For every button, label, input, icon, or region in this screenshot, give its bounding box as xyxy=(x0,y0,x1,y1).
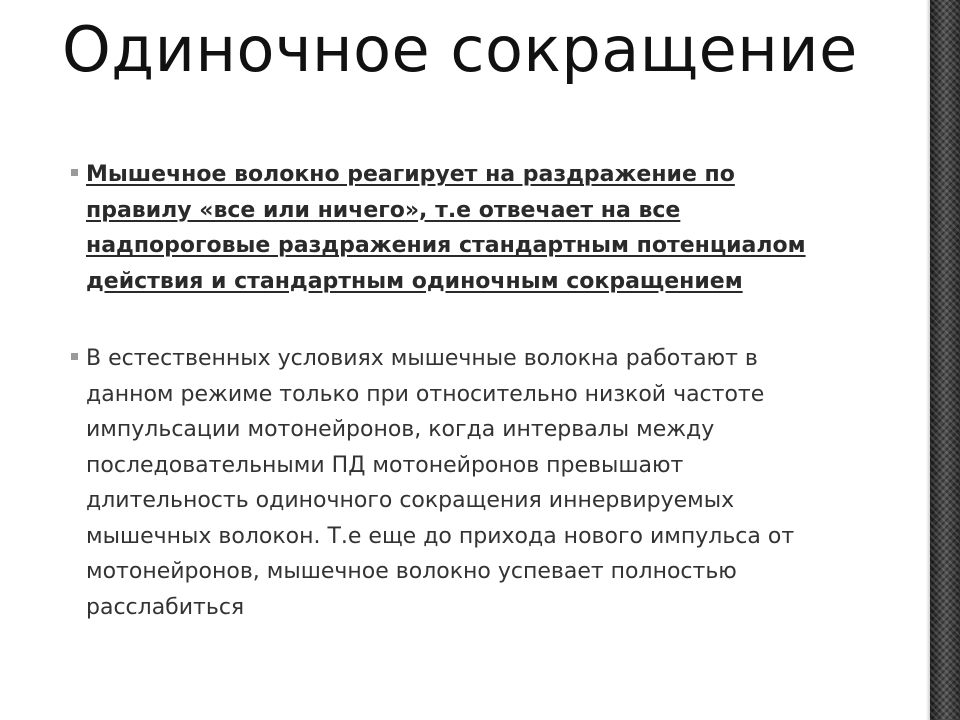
bullet-text-1: Мышечное волокно реагирует на раздражение по правилу «все или ничего», т.е отвечает на все надпороговые раздражения стандартным потенциалом действия и стандартным одиночным сокращением xyxy=(86,162,806,294)
bullet-text-2: В естественных условиях мышечные волокна работают в данном режиме только при относительно низкой частоте импульсации мотонейронов, когда интервалы между последовательными ПД мотонейронов превышают длительность одиночного сокращения иннервируемых мышечных волокон. Т.е еще до прихода нового импульса от мотонейронов, мышечное волокно успевает полностью расслабиться xyxy=(86,346,795,620)
decorative-side-strip xyxy=(930,0,960,720)
square-bullet-icon xyxy=(71,353,78,360)
bullet-item-2 xyxy=(86,341,826,625)
square-bullet-icon xyxy=(71,169,78,176)
bullet-item-1 xyxy=(86,157,816,299)
slide-title: Одиночное сокращение xyxy=(62,13,858,86)
